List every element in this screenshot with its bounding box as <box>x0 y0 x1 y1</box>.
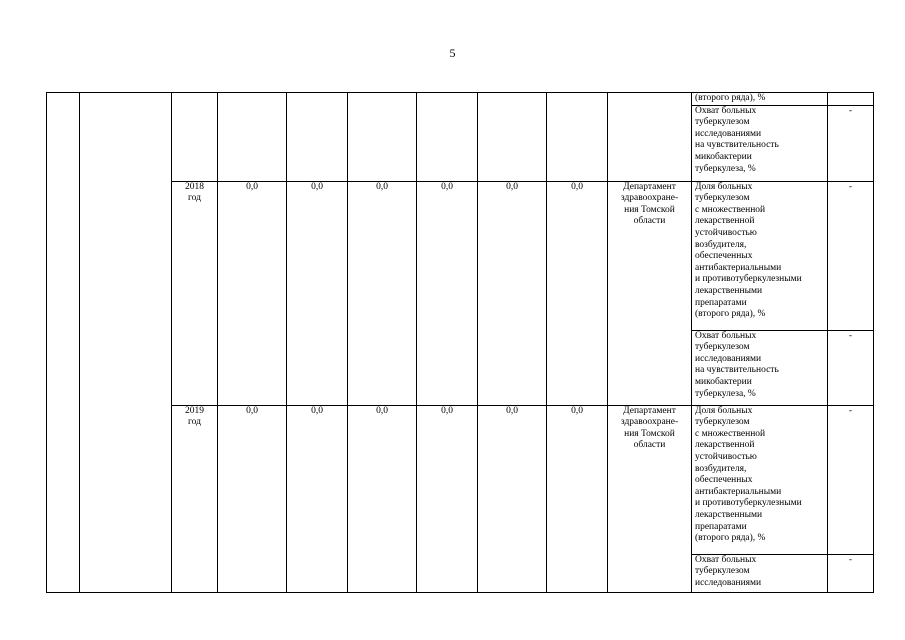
indicator-value: - <box>828 105 874 181</box>
indicator-cell: Охват больных туберкулезом исследованиями на чувствительность микобактерии туберкулеза, % <box>692 105 828 181</box>
indicator-cell: Доля больных туберкулезом с множественной лекарственной устойчивостью возбудителя, обеспеченных антибактериальными и противотуберкулезными лекарственными препаратами (второго ряда), % <box>692 181 828 330</box>
indicator-value: - <box>828 554 874 592</box>
year-cell: 2018 год <box>172 181 218 405</box>
indicator-cell: Доля больных туберкулезом с множественной лекарственной устойчивостью возбудителя, обеспеченных антибактериальными и противотуберкулезными лекарственными препаратами (второго ряда), % <box>692 405 828 554</box>
indicator-value: - <box>828 181 874 330</box>
indicator-cell: (второго ряда), % <box>692 93 828 106</box>
indicator-cell: Охват больных туберкулезом исследованиями на чувствительность микобактерии туберкулеза, % <box>692 330 828 405</box>
value-cell: 0,0 <box>417 181 478 405</box>
value-cell: 0,0 <box>348 181 417 405</box>
empty-name-cell <box>80 93 172 593</box>
indicator-value: - <box>828 330 874 405</box>
indicator-cell: Охват больных туберкулезом исследованиями <box>692 554 828 592</box>
value-cell: 0,0 <box>547 181 608 405</box>
executor-cell: Департамент здравоохране- ния Томской области <box>608 405 692 592</box>
value-cell: 0,0 <box>348 405 417 592</box>
value-cell: 0,0 <box>287 405 348 592</box>
value-cell: 0,0 <box>417 405 478 592</box>
program-table <box>46 92 874 593</box>
empty-year-cell <box>172 93 218 182</box>
value-cell: 0,0 <box>218 405 287 592</box>
value-cell: 0,0 <box>478 181 547 405</box>
value-cell: 0,0 <box>478 405 547 592</box>
value-cell: 0,0 <box>218 181 287 405</box>
page-number: 5 <box>449 46 456 60</box>
indicator-value: - <box>828 405 874 554</box>
value-cell: 0,0 <box>287 181 348 405</box>
empty-number-cell <box>47 93 80 593</box>
value-cell: 0,0 <box>547 405 608 592</box>
executor-cell: Департамент здравоохране- ния Томской области <box>608 181 692 405</box>
year-cell: 2019 год <box>172 405 218 592</box>
